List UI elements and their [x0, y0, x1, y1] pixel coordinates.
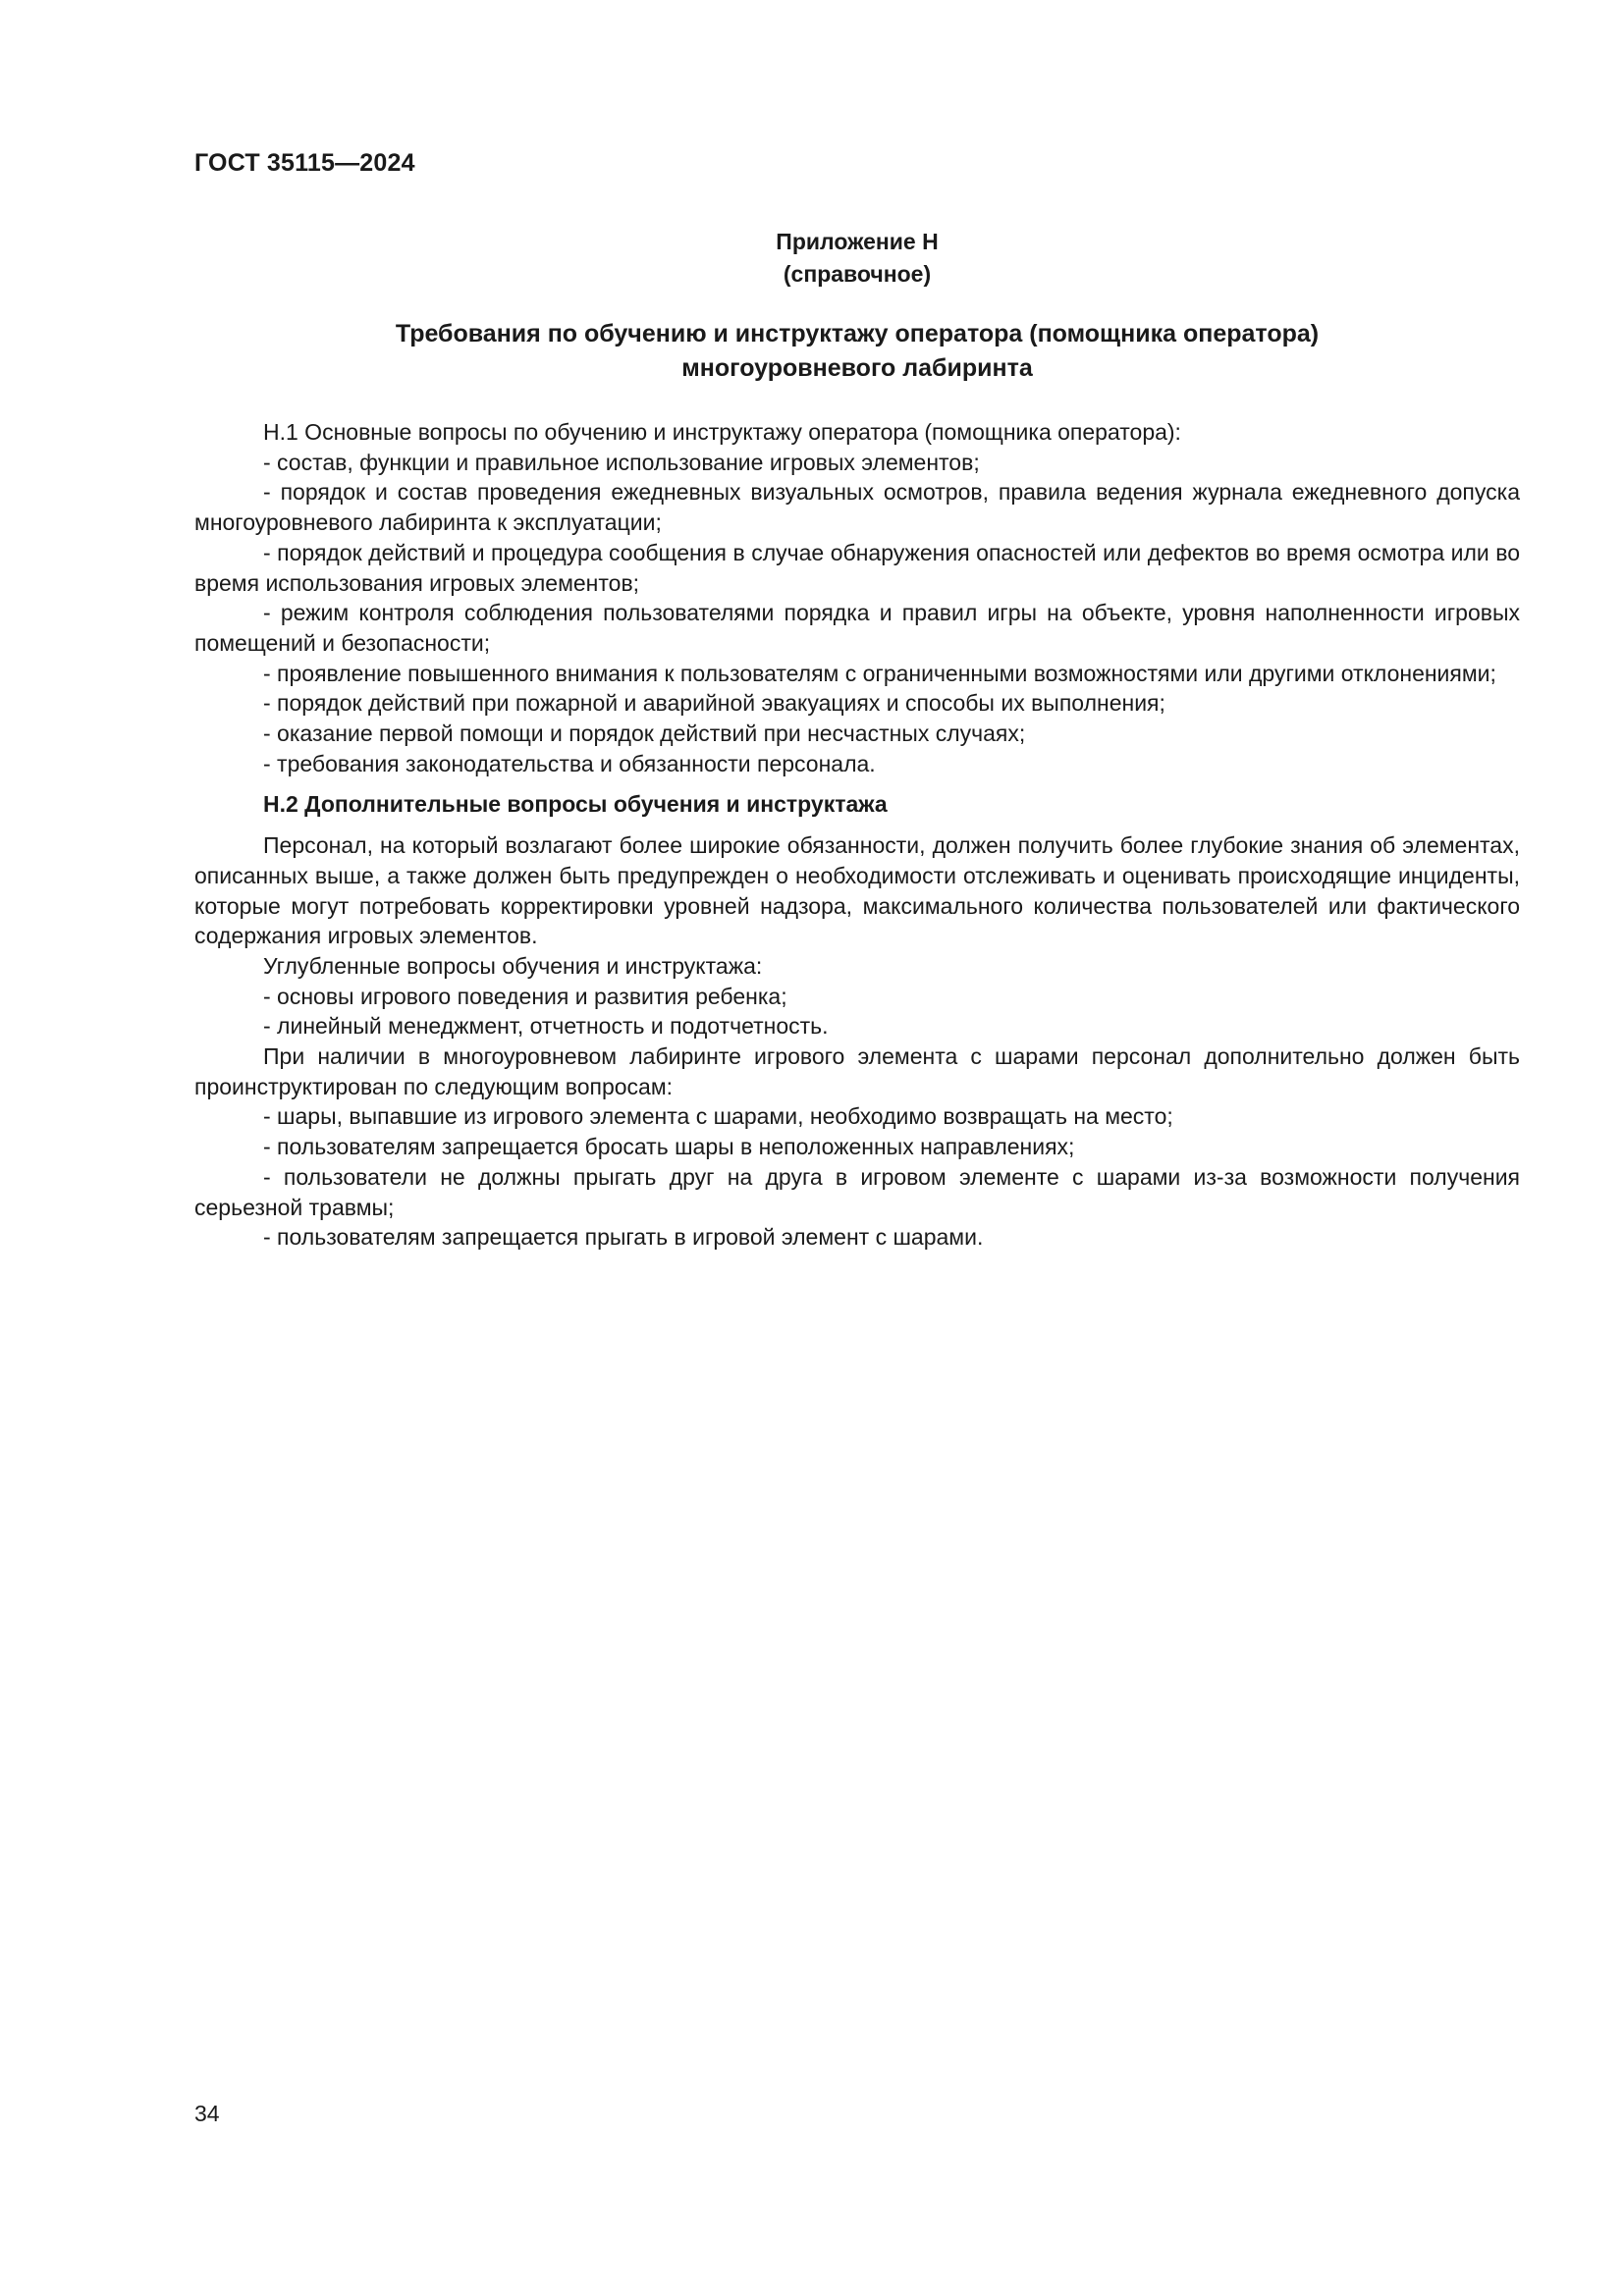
section-1-intro: Н.1 Основные вопросы по обучению и инструктажу оператора (помощника оператора): — [263, 419, 1181, 445]
section-2-item: - линейный менеджмент, отчетность и подотчетность. — [263, 1013, 829, 1040]
section-1-item: - порядок и состав проведения ежедневных визуальных осмотров, правила ведения журнала ежедневного допуска многоуровневого лабиринта к эксплуатации; — [194, 479, 1520, 536]
appendix-type: (справочное) — [783, 261, 932, 287]
section-2-item: - шары, выпавшие из игрового элемента с шарами, необходимо возвращать на место; — [263, 1103, 1173, 1130]
section-1-item: - проявление повышенного внимания к пользователям с ограниченными возможностями или другими отклонениями; — [263, 660, 1496, 686]
appendix-heading — [194, 226, 1520, 291]
section-2-heading: Н.2 Дополнительные вопросы обучения и инструктажа — [263, 791, 888, 818]
annex-title — [194, 317, 1520, 386]
section-2-item: - пользователи не должны прыгать друг на друга в игровом элементе с шарами из-за возможности получения серьезной травмы; — [194, 1163, 1520, 1220]
document-body — [194, 417, 1520, 1253]
section-1-item: - оказание первой помощи и порядок действий при несчастных случаях; — [263, 721, 1026, 747]
document-code: ГОСТ 35115—2024 — [194, 149, 415, 177]
annex-title-line-1: Требования по обучению и инструктажу оператора (помощника оператора) — [395, 320, 1320, 347]
section-1-item: - требования законодательства и обязанности персонала. — [263, 750, 876, 776]
section-1-item: - порядок действий при пожарной и аварийной эвакуациях и способы их выполнения; — [263, 690, 1165, 717]
section-2-item: - пользователям запрещается бросать шары в неположенных направлениях; — [263, 1134, 1075, 1160]
section-1-item: - режим контроля соблюдения пользователями порядка и правил игры на объекте, уровня наполненности игровых помещений и безопасности; — [194, 600, 1520, 656]
section-2-item: - основы игрового поведения и развития ребенка; — [263, 983, 787, 1009]
annex-title-line-2: многоуровневого лабиринта — [681, 354, 1033, 382]
section-2-paragraph: Углубленные вопросы обучения и инструктажа: — [263, 952, 763, 979]
section-2-item: - пользователям запрещается прыгать в игровой элемент с шарами. — [263, 1224, 984, 1251]
section-1-item: - состав, функции и правильное использование игровых элементов; — [263, 449, 980, 475]
appendix-label: Приложение Н — [776, 229, 939, 254]
section-2-paragraph: Персонал, на который возлагают более широкие обязанности, должен получить более глубокие знания об элементах, описанных выше, а также должен быть предупрежден о необходимости отслеживать и оценивать происходящие инциденты, которые могут потребовать корректировки уровней надзора, максимального количества пользователей или фактического содержания игровых элементов. — [194, 832, 1520, 949]
section-2-paragraph: При наличии в многоуровневом лабиринте игрового элемента с шарами персонал дополнительно должен быть проинструктирован по следующим вопросам: — [194, 1043, 1520, 1099]
section-1-item: - порядок действий и процедура сообщения в случае обнаружения опасностей или дефектов во время осмотра или во время использования игровых элементов; — [194, 539, 1520, 596]
page-number: 34 — [194, 2101, 220, 2126]
